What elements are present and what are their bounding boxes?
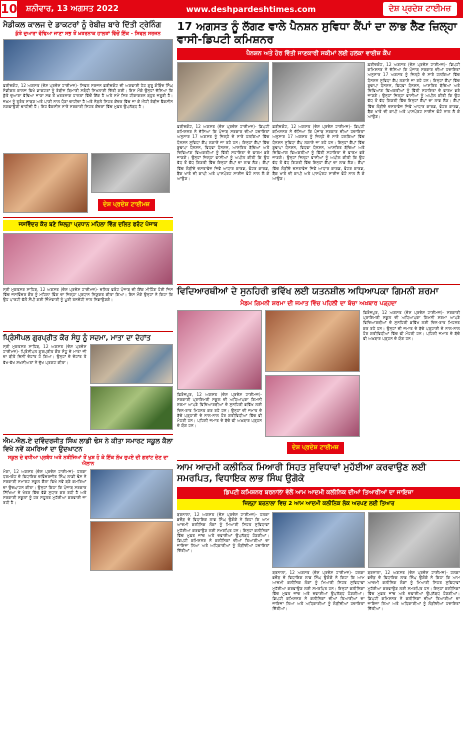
story2-photo-2 — [265, 310, 360, 372]
lead-band: ਪੈਨਸ਼ਨ ਅਤੇ ਹੋਰ ਵਿੱਤੀ ਜਾਣਕਾਰੀ ਸਕੀਮਾਂ ਲਈ ਹਲਕਾ ਵਾਈਜ਼ ਕੈਂਪ — [177, 48, 460, 60]
lead-text-cont: ਫ਼ਰੀਦਕੋਟ, 12 ਅਗਸਤ (ਦੇਸ਼ ਪ੍ਰਦੇਸ਼ ਟਾਈਮਜ਼)- ਡਿਪਟੀ ਕਮਿਸ਼ਨਰ ਨੇ ਦੱਸਿਆ ਕਿ ਪੰਜਾਬ ਸਰਕਾਰ ਦੀਆਂ ਹਦਾਇਤਾਂ ਅਨੁਸਾਰ 17 ਅਗਸਤ ਨੂੰ ਜ਼ਿਲ੍ਹੇ ਦੇ ਸਾਰੇ ਹਲਕਿਆਂ ਵਿੱਚ ਪੈਨਸ਼ਨ ਸੁਵਿਧਾ ਕੈਂਪ ਲਗਾਏ ਜਾ ਰਹੇ ਹਨ। ਇਨ੍ਹਾਂ ਕੈਂਪਾਂ ਵਿੱਚ ਬੁਢਾਪਾ ਪੈਨਸ਼ਨ, ਵਿਧਵਾ ਪੈਨਸ਼ਨ, ਆਸ਼ਰਿਤ ਬੱਚਿਆਂ ਅਤੇ ਦਿਵਿਆਂਗ ਵਿਅਕਤੀਆਂ ਨੂੰ ਵਿੱਤੀ ਸਹਾਇਤਾ ਦੇ ਫਾਰਮ ਭਰੇ ਜਾਣਗੇ। ਉਨ੍ਹਾਂ ਜ਼ਿਲ੍ਹਾ ਵਾਸੀਆਂ ਨੂੰ ਅਪੀਲ ਕੀਤੀ ਕਿ ਉਹ ਵੱਧ ਤੋਂ ਵੱਧ ਗਿਣਤੀ ਵਿੱਚ ਇਨ੍ਹਾਂ ਕੈਂਪਾਂ ਦਾ ਲਾਭ ਲੈਣ। ਕੈਂਪਾਂ ਵਿੱਚ ਲੋੜੀਂਦੇ ਦਸਤਾਵੇਜ਼ ਜਿਵੇਂ ਆਧਾਰ ਕਾਰਡ, ਵੋਟਰ ਕਾਰਡ, ਬੈਂਕ ਖਾਤੇ ਦੀ ਕਾਪੀ ਅਤੇ ਪਾਸਪੋਰਟ ਸਾਈਜ਼ ਫੋਟੋ ਨਾਲ ਲੈ ਕੇ ਆਉਣ। — [272, 124, 365, 182]
story3-body — [177, 512, 460, 612]
story3-text-cont: ਬਰਨਾਲਾ, 12 ਅਗਸਤ (ਦੇਸ਼ ਪ੍ਰਦੇਸ਼ ਟਾਈਮਜ਼)- ਹਲਕਾ ਭਦੌੜ ਦੇ ਵਿਧਾਇਕ ਲਾਭ ਸਿੰਘ ਉਗੋਕੇ ਨੇ ਕਿਹਾ ਕਿ ਆਮ ਆਦਮੀ ਕਲੀਨਿਕ ਲੋਕਾਂ ਨੂੰ ਮਿਆਰੀ ਸਿਹਤ ਸੁਵਿਧਾਵਾਂ ਮੁਹੱਈਆ ਕਰਵਾਉਣ ਲਈ ਸਮਰਪਿਤ ਹਨ। ਇਨ੍ਹਾਂ ਕਲੀਨਿਕਾਂ ਵਿੱਚ ਮੁਫ਼ਤ ਜਾਂਚ ਅਤੇ ਦਵਾਈਆਂ ਉਪਲੱਬਧ ਹੋਣਗੀਆਂ। ਡਿਪਟੀ ਕਮਿਸ਼ਨਰ ਨੇ ਕਲੀਨਿਕਾਂ ਦੀਆਂ ਤਿਆਰੀਆਂ ਦਾ ਜਾਇਜ਼ਾ ਲਿਆ ਅਤੇ ਅਧਿਕਾਰੀਆਂ ਨੂੰ ਲੋੜੀਂਦੀਆਂ ਹਦਾਇਤਾਂ ਦਿੱਤੀਆਂ। — [272, 570, 365, 612]
story2-headline: ਵਿਦਿਆਰਥੀਆਂ ਦੇ ਸੁਨਹਿਰੀ ਭਵਿੱਖ ਲਈ ਯਤਨਸ਼ੀਲ ਅਧਿਆਪਕਾ ਗਿਮਨੀ ਸ਼ਰਮਾ — [177, 287, 439, 297]
story4-headline: ਐਮ.ਐਲ.ਏ ਦਵਿੰਦਰਜੀਤ ਸਿੰਘ ਲਾਡੀ ਢੋਸ ਨੇ ਕੀਤਾ ਸਮਾਰਟ ਸਕੂਲ ਕੈਲਾ ਵਿਖੇ ਨਵੇਂ ਕਮਰਿਆਂ ਦਾ ਉਦਘਾਟਨ — [3, 437, 173, 453]
lead-photo-1 — [177, 62, 269, 122]
website-link[interactable]: www.deshpardeshtimes.com — [186, 4, 316, 14]
story3-band: ਡਿਪਟੀ ਕਮਿਸ਼ਨਰ ਬਰਨਾਲਾ ਵੱਲੋਂ ਆਮ ਆਦਮੀ ਕਲੀਨਿਕ ਦੀਆਂ ਤਿਆਰੀਆਂ ਦਾ ਜਾਇਜ਼ਾ — [177, 487, 460, 499]
story2-subhead: ਮੈਡਮ ਗਿਮਨੀ ਸ਼ਰਮਾ ਦੀ ਜਮਾਤ ਵਿੱਚ ਪਹਿਲੀ ਦਾ ਬੱਚਾ ਅਖ਼ਬਾਰ ਪੜ੍ਹਦਾ — [240, 300, 397, 307]
story2-photo — [3, 233, 173, 285]
story1-photo-3 — [91, 153, 170, 193]
lead-photo-2 — [272, 62, 364, 122]
story2-photo-1 — [177, 310, 262, 390]
dateline: ਸ਼ਨੀਵਾਰ, 13 ਅਗਸਤ 2022 — [26, 4, 119, 13]
story4-photo-1 — [90, 469, 174, 519]
story1-subhead: ਕੁੱਤੇ ਦੁਆਰਾ ਵੱਢਿਆ ਜਾਣਾ ਸਭ ਤੋਂ ਖ਼ਤਰਨਾਕ ਹਾਲਤਾਂ ਵਿੱਚੋਂ ਇੱਕ - ਸਿਵਲ ਸਰਜਨ — [15, 31, 161, 37]
story1-photos — [3, 153, 173, 215]
ad-brand-badge: ਦੇਸ਼ ਪ੍ਰਦੇਸ਼ ਟਾਈਮਜ਼ — [98, 199, 155, 211]
story2-photo-3 — [265, 375, 360, 437]
story4-text: ਮੋਗਾ, 12 ਅਗਸਤ (ਦੇਸ਼ ਪ੍ਰਦੇਸ਼ ਟਾਈਮਜ਼)- ਹਲਕਾ ਧਰਮਕੋਟ ਦੇ ਵਿਧਾਇਕ ਦਵਿੰਦਰਜੀਤ ਸਿੰਘ ਲਾਡੀ ਢੋਸ ਨੇ ਸਰਕਾਰੀ ਸਮਾਰਟ ਸਕੂਲ ਕੈਲਾ ਵਿਖੇ ਨਵੇਂ ਬਣੇ ਕਮਰਿਆਂ ਦਾ ਉਦਘਾਟਨ ਕੀਤਾ। ਉਨ੍ਹਾਂ ਕਿਹਾ ਕਿ ਪੰਜਾਬ ਸਰਕਾਰ ਸਿੱਖਿਆ ਦੇ ਖੇਤਰ ਵਿੱਚ ਵੱਡੇ ਸੁਧਾਰ ਕਰ ਰਹੀ ਹੈ ਅਤੇ ਸਰਕਾਰੀ ਸਕੂਲਾਂ ਨੂੰ ਹਰ ਸਹੂਲਤ ਮੁਹੱਈਆ ਕਰਵਾਈ ਜਾ ਰਹੀ ਹੈ। — [3, 469, 87, 506]
story3-photo-1 — [272, 512, 364, 568]
page-number: 10 — [0, 2, 18, 16]
story3-headline: ਪ੍ਰਿੰਸੀਪਲ ਗੁਰਪ੍ਰੀਤ ਕੌਰ ਸੰਧੂ ਨੂੰ ਸਦਮਾ, ਮਾਤਾ ਦਾ ਦੇਹਾਂਤ — [3, 334, 151, 342]
brand-logo: ਦੇਸ਼ ਪ੍ਰਦੇਸ਼ ਟਾਈਮਜ਼ — [383, 2, 457, 16]
lead-body — [177, 62, 460, 282]
right-column — [177, 20, 460, 612]
story4-subhead: ਸਕੂਲ ਦੇ ਵਧੀਆ ਪ੍ਰਬੰਧ ਅਤੇ ਨਤੀਜਿਆਂ ਤੋਂ ਖੁਸ਼ ਹੋ ਕੇ ਇੱਕ ਲੱਖ ਰੁਪਏ ਦੀ ਗਰਾਂਟ ਦੇਣ ਦਾ ਐਲਾਨ — [7, 455, 169, 467]
divider — [177, 460, 460, 461]
story1-text: ਫ਼ਰੀਦਕੋਟ, 12 ਅਗਸਤ (ਦੇਸ਼ ਪ੍ਰਦੇਸ਼ ਟਾਈਮਜ਼)- ਸਿਵਲ ਸਰਜਨ ਫ਼ਰੀਦਕੋਟ ਦੀ ਅਗਵਾਈ ਹੇਠ ਗੁਰੂ ਗੋਬਿੰਦ ਸਿੰਘ ਮੈਡੀਕਲ ਕਾਲਜ ਵਿਖੇ ਡਾਕਟਰਾਂ ਨੂੰ ਰੇਬੀਜ਼ ਬਿਮਾਰੀ ਸਬੰਧੀ ਸਿਖਲਾਈ ਦਿੱਤੀ ਗਈ। ਇਸ ਮੌਕੇ ਉਨ੍ਹਾਂ ਦੱਸਿਆ ਕਿ ਕੁੱਤੇ ਦੁਆਰਾ ਵੱਢਿਆ ਜਾਣਾ ਸਭ ਤੋਂ ਖ਼ਤਰਨਾਕ ਹਾਲਤਾਂ ਵਿੱਚੋਂ ਇੱਕ ਹੈ ਅਤੇ ਸਮੇਂ ਸਿਰ ਟੀਕਾਕਰਨ ਬਹੁਤ ਜ਼ਰੂਰੀ ਹੈ। ਜ਼ਖ਼ਮ ਨੂੰ ਤੁਰੰਤ ਸਾਬਣ ਅਤੇ ਪਾਣੀ ਨਾਲ ਧੋਣਾ ਚਾਹੀਦਾ ਹੈ ਅਤੇ ਨੇੜਲੇ ਸਿਹਤ ਕੇਂਦਰ ਵਿੱਚ ਜਾ ਕੇ ਐਂਟੀ ਰੇਬੀਜ਼ ਵੈਕਸੀਨ ਲਗਵਾਉਣੀ ਚਾਹੀਦੀ ਹੈ। ਇਹ ਵੈਕਸੀਨ ਸਾਰੇ ਸਰਕਾਰੀ ਸਿਹਤ ਕੇਂਦਰਾਂ ਵਿੱਚ ਮੁਫ਼ਤ ਉਪਲੱਬਧ ਹੈ। — [3, 83, 173, 109]
divider — [3, 331, 173, 332]
story2-text: ਸ੍ਰੀ ਮੁਕਤਸਰ ਸਾਹਿਬ, 12 ਅਗਸਤ (ਦੇਸ਼ ਪ੍ਰਦੇਸ਼ ਟਾਈਮਜ਼)- ਦਲਿਤ ਫਰੰਟ ਪੰਜਾਬ ਦੀ ਇੱਕ ਮੀਟਿੰਗ ਹੋਈ ਜਿਸ ਵਿੱਚ ਜਸਵਿੰਦਰ ਕੌਰ ਨੂੰ ਮਹਿਲਾ ਵਿੰਗ ਦਾ ਜ਼ਿਲ੍ਹਾ ਪ੍ਰਧਾਨ ਨਿਯੁਕਤ ਕੀਤਾ ਗਿਆ। ਇਸ ਮੌਕੇ ਉਨ੍ਹਾਂ ਨੇ ਕਿਹਾ ਕਿ ਉਹ ਪਾਰਟੀ ਵੱਲੋਂ ਸੌਂਪੀ ਗਈ ਜ਼ਿੰਮੇਵਾਰੀ ਨੂੰ ਪੂਰੀ ਤਨਦੇਹੀ ਨਾਲ ਨਿਭਾਉਣਗੇ। — [3, 287, 173, 303]
divider — [177, 284, 460, 285]
story1-photo — [3, 39, 173, 81]
story3-body — [3, 344, 173, 432]
story4-photo-2 — [90, 521, 174, 571]
divider — [3, 434, 173, 435]
story2-body — [177, 310, 460, 458]
story3-band-2: ਜ਼ਿਲ੍ਹਾ ਬਰਨਾਲਾ ਵਿਚ 2 ਆਮ ਆਦਮੀ ਕਲੀਨਿਕ ਲੋਕ ਅਰਪਣ ਲਈ ਤਿਆਰ — [177, 499, 460, 510]
story3-headline: ਆਮ ਆਦਮੀ ਕਲੀਨਿਕ ਮਿਆਰੀ ਸਿਹਤ ਸੁਵਿਧਾਵਾਂ ਮੁਹੱਈਆ ਕਰਵਾਉਣ ਲਈ ਸਮਰਪਿਤ, ਵਿਧਾਇਕ ਲਾਭ ਸਿੰਘ ਉਗੋਕੇ — [177, 463, 427, 484]
story3-photo-1 — [90, 344, 174, 384]
masthead-bar — [0, 0, 463, 18]
left-column — [3, 20, 173, 597]
story1-photo-2 — [3, 153, 88, 213]
ad-brand-badge: ਦੇਸ਼ ਪ੍ਰਦੇਸ਼ ਟਾਈਮਜ਼ — [287, 442, 344, 454]
lead-text-cont-2: ਫ਼ਰੀਦਕੋਟ, 12 ਅਗਸਤ (ਦੇਸ਼ ਪ੍ਰਦੇਸ਼ ਟਾਈਮਜ਼)- ਡਿਪਟੀ ਕਮਿਸ਼ਨਰ ਨੇ ਦੱਸਿਆ ਕਿ ਪੰਜਾਬ ਸਰਕਾਰ ਦੀਆਂ ਹਦਾਇਤਾਂ ਅਨੁਸਾਰ 17 ਅਗਸਤ ਨੂੰ ਜ਼ਿਲ੍ਹੇ ਦੇ ਸਾਰੇ ਹਲਕਿਆਂ ਵਿੱਚ ਪੈਨਸ਼ਨ ਸੁਵਿਧਾ ਕੈਂਪ ਲਗਾਏ ਜਾ ਰਹੇ ਹਨ। ਇਨ੍ਹਾਂ ਕੈਂਪਾਂ ਵਿੱਚ ਬੁਢਾਪਾ ਪੈਨਸ਼ਨ, ਵਿਧਵਾ ਪੈਨਸ਼ਨ, ਆਸ਼ਰਿਤ ਬੱਚਿਆਂ ਅਤੇ ਦਿਵਿਆਂਗ ਵਿਅਕਤੀਆਂ ਨੂੰ ਵਿੱਤੀ ਸਹਾਇਤਾ ਦੇ ਫਾਰਮ ਭਰੇ ਜਾਣਗੇ। ਉਨ੍ਹਾਂ ਜ਼ਿਲ੍ਹਾ ਵਾਸੀਆਂ ਨੂੰ ਅਪੀਲ ਕੀਤੀ ਕਿ ਉਹ ਵੱਧ ਤੋਂ ਵੱਧ ਗਿਣਤੀ ਵਿੱਚ ਇਨ੍ਹਾਂ ਕੈਂਪਾਂ ਦਾ ਲਾਭ ਲੈਣ। ਕੈਂਪਾਂ ਵਿੱਚ ਲੋੜੀਂਦੇ ਦਸਤਾਵੇਜ਼ ਜਿਵੇਂ ਆਧਾਰ ਕਾਰਡ, ਵੋਟਰ ਕਾਰਡ, ਬੈਂਕ ਖਾਤੇ ਦੀ ਕਾਪੀ ਅਤੇ ਪਾਸਪੋਰਟ ਸਾਈਜ਼ ਫੋਟੋ ਨਾਲ ਲੈ ਕੇ ਆਉਣ। — [367, 62, 460, 120]
divider — [3, 217, 173, 218]
story3-text-cont-2: ਬਰਨਾਲਾ, 12 ਅਗਸਤ (ਦੇਸ਼ ਪ੍ਰਦੇਸ਼ ਟਾਈਮਜ਼)- ਹਲਕਾ ਭਦੌੜ ਦੇ ਵਿਧਾਇਕ ਲਾਭ ਸਿੰਘ ਉਗੋਕੇ ਨੇ ਕਿਹਾ ਕਿ ਆਮ ਆਦਮੀ ਕਲੀਨਿਕ ਲੋਕਾਂ ਨੂੰ ਮਿਆਰੀ ਸਿਹਤ ਸੁਵਿਧਾਵਾਂ ਮੁਹੱਈਆ ਕਰਵਾਉਣ ਲਈ ਸਮਰਪਿਤ ਹਨ। ਇਨ੍ਹਾਂ ਕਲੀਨਿਕਾਂ ਵਿੱਚ ਮੁਫ਼ਤ ਜਾਂਚ ਅਤੇ ਦਵਾਈਆਂ ਉਪਲੱਬਧ ਹੋਣਗੀਆਂ। ਡਿਪਟੀ ਕਮਿਸ਼ਨਰ ਨੇ ਕਲੀਨਿਕਾਂ ਦੀਆਂ ਤਿਆਰੀਆਂ ਦਾ ਜਾਇਜ਼ਾ ਲਿਆ ਅਤੇ ਅਧਿਕਾਰੀਆਂ ਨੂੰ ਲੋੜੀਂਦੀਆਂ ਹਦਾਇਤਾਂ ਦਿੱਤੀਆਂ। — [367, 570, 460, 612]
story2-headline: ਜਸਵਿੰਦਰ ਕੌਰ ਬਣੇ ਜ਼ਿਲ੍ਹਾ ਪ੍ਰਧਾਨ ਮਹਿਲਾ ਵਿੰਗ ਦਲਿਤ ਫਰੰਟ ਪੰਜਾਬ — [3, 220, 173, 231]
story3-photo-2 — [90, 386, 174, 430]
lead-text: ਫ਼ਰੀਦਕੋਟ, 12 ਅਗਸਤ (ਦੇਸ਼ ਪ੍ਰਦੇਸ਼ ਟਾਈਮਜ਼)- ਡਿਪਟੀ ਕਮਿਸ਼ਨਰ ਨੇ ਦੱਸਿਆ ਕਿ ਪੰਜਾਬ ਸਰਕਾਰ ਦੀਆਂ ਹਦਾਇਤਾਂ ਅਨੁਸਾਰ 17 ਅਗਸਤ ਨੂੰ ਜ਼ਿਲ੍ਹੇ ਦੇ ਸਾਰੇ ਹਲਕਿਆਂ ਵਿੱਚ ਪੈਨਸ਼ਨ ਸੁਵਿਧਾ ਕੈਂਪ ਲਗਾਏ ਜਾ ਰਹੇ ਹਨ। ਇਨ੍ਹਾਂ ਕੈਂਪਾਂ ਵਿੱਚ ਬੁਢਾਪਾ ਪੈਨਸ਼ਨ, ਵਿਧਵਾ ਪੈਨਸ਼ਨ, ਆਸ਼ਰਿਤ ਬੱਚਿਆਂ ਅਤੇ ਦਿਵਿਆਂਗ ਵਿਅਕਤੀਆਂ ਨੂੰ ਵਿੱਤੀ ਸਹਾਇਤਾ ਦੇ ਫਾਰਮ ਭਰੇ ਜਾਣਗੇ। ਉਨ੍ਹਾਂ ਜ਼ਿਲ੍ਹਾ ਵਾਸੀਆਂ ਨੂੰ ਅਪੀਲ ਕੀਤੀ ਕਿ ਉਹ ਵੱਧ ਤੋਂ ਵੱਧ ਗਿਣਤੀ ਵਿੱਚ ਇਨ੍ਹਾਂ ਕੈਂਪਾਂ ਦਾ ਲਾਭ ਲੈਣ। ਕੈਂਪਾਂ ਵਿੱਚ ਲੋੜੀਂਦੇ ਦਸਤਾਵੇਜ਼ ਜਿਵੇਂ ਆਧਾਰ ਕਾਰਡ, ਵੋਟਰ ਕਾਰਡ, ਬੈਂਕ ਖਾਤੇ ਦੀ ਕਾਪੀ ਅਤੇ ਪਾਸਪੋਰਟ ਸਾਈਜ਼ ਫੋਟੋ ਨਾਲ ਲੈ ਕੇ ਆਉਣ। — [177, 124, 270, 182]
story1-headline: ਮੈਡੀਕਲ ਕਾਲਜ ਦੇ ਡਾਕਟਰਾਂ ਨੂੰ ਰੇਬੀਜ਼ ਬਾਰੇ ਦਿੱਤੀ ਟ੍ਰੇਨਿੰਗ — [3, 20, 162, 29]
story3-photo-2 — [368, 512, 460, 568]
story3-text: ਸ੍ਰੀ ਮੁਕਤਸਰ ਸਾਹਿਬ, 12 ਅਗਸਤ (ਦੇਸ਼ ਪ੍ਰਦੇਸ਼ ਟਾਈਮਜ਼)- ਪ੍ਰਿੰਸੀਪਲ ਗੁਰਪ੍ਰੀਤ ਕੌਰ ਸੰਧੂ ਦੇ ਮਾਤਾ ਜੀ ਦਾ ਬੀਤੇ ਦਿਨੀਂ ਦੇਹਾਂਤ ਹੋ ਗਿਆ। ਉਨ੍ਹਾਂ ਦੇ ਦੇਹਾਂਤ ਤੇ ਵੱਖ-ਵੱਖ ਸ਼ਖ਼ਸੀਅਤਾਂ ਨੇ ਦੁੱਖ ਪ੍ਰਗਟ ਕੀਤਾ। — [3, 344, 87, 365]
story2-text-cont: ਫ਼ਿਰੋਜ਼ਪੁਰ, 12 ਅਗਸਤ (ਦੇਸ਼ ਪ੍ਰਦੇਸ਼ ਟਾਈਮਜ਼)- ਸਰਕਾਰੀ ਪ੍ਰਾਇਮਰੀ ਸਕੂਲ ਦੀ ਅਧਿਆਪਕਾ ਗਿਮਨੀ ਸ਼ਰਮਾ ਆਪਣੇ ਵਿਦਿਆਰਥੀਆਂ ਦੇ ਸੁਨਹਿਰੀ ਭਵਿੱਖ ਲਈ ਦਿਨ-ਰਾਤ ਮਿਹਨਤ ਕਰ ਰਹੇ ਹਨ। ਉਨ੍ਹਾਂ ਦੀ ਜਮਾਤ ਦੇ ਬੱਚੇ ਪੜ੍ਹਾਈ ਦੇ ਨਾਲ-ਨਾਲ ਹੋਰ ਗਤੀਵਿਧੀਆਂ ਵਿੱਚ ਵੀ ਮੋਹਰੀ ਹਨ। ਪਹਿਲੀ ਜਮਾਤ ਦੇ ਬੱਚੇ ਵੀ ਅਖ਼ਬਾਰ ਪੜ੍ਹਨ ਦੇ ਯੋਗ ਹਨ। — [363, 310, 460, 342]
story3-text: ਬਰਨਾਲਾ, 12 ਅਗਸਤ (ਦੇਸ਼ ਪ੍ਰਦੇਸ਼ ਟਾਈਮਜ਼)- ਹਲਕਾ ਭਦੌੜ ਦੇ ਵਿਧਾਇਕ ਲਾਭ ਸਿੰਘ ਉਗੋਕੇ ਨੇ ਕਿਹਾ ਕਿ ਆਮ ਆਦਮੀ ਕਲੀਨਿਕ ਲੋਕਾਂ ਨੂੰ ਮਿਆਰੀ ਸਿਹਤ ਸੁਵਿਧਾਵਾਂ ਮੁਹੱਈਆ ਕਰਵਾਉਣ ਲਈ ਸਮਰਪਿਤ ਹਨ। ਇਨ੍ਹਾਂ ਕਲੀਨਿਕਾਂ ਵਿੱਚ ਮੁਫ਼ਤ ਜਾਂਚ ਅਤੇ ਦਵਾਈਆਂ ਉਪਲੱਬਧ ਹੋਣਗੀਆਂ। ਡਿਪਟੀ ਕਮਿਸ਼ਨਰ ਨੇ ਕਲੀਨਿਕਾਂ ਦੀਆਂ ਤਿਆਰੀਆਂ ਦਾ ਜਾਇਜ਼ਾ ਲਿਆ ਅਤੇ ਅਧਿਕਾਰੀਆਂ ਨੂੰ ਲੋੜੀਂਦੀਆਂ ਹਦਾਇਤਾਂ ਦਿੱਤੀਆਂ। — [177, 512, 270, 554]
story4-body — [3, 469, 173, 597]
story2-text: ਫ਼ਿਰੋਜ਼ਪੁਰ, 12 ਅਗਸਤ (ਦੇਸ਼ ਪ੍ਰਦੇਸ਼ ਟਾਈਮਜ਼)- ਸਰਕਾਰੀ ਪ੍ਰਾਇਮਰੀ ਸਕੂਲ ਦੀ ਅਧਿਆਪਕਾ ਗਿਮਨੀ ਸ਼ਰਮਾ ਆਪਣੇ ਵਿਦਿਆਰਥੀਆਂ ਦੇ ਸੁਨਹਿਰੀ ਭਵਿੱਖ ਲਈ ਦਿਨ-ਰਾਤ ਮਿਹਨਤ ਕਰ ਰਹੇ ਹਨ। ਉਨ੍ਹਾਂ ਦੀ ਜਮਾਤ ਦੇ ਬੱਚੇ ਪੜ੍ਹਾਈ ਦੇ ਨਾਲ-ਨਾਲ ਹੋਰ ਗਤੀਵਿਧੀਆਂ ਵਿੱਚ ਵੀ ਮੋਹਰੀ ਹਨ। ਪਹਿਲੀ ਜਮਾਤ ਦੇ ਬੱਚੇ ਵੀ ਅਖ਼ਬਾਰ ਪੜ੍ਹਨ ਦੇ ਯੋਗ ਹਨ। — [177, 392, 262, 429]
lead-headline: 17 ਅਗਸਤ ਨੂੰ ਲੱਗਣ ਵਾਲੇ ਪੈਨਸ਼ਨ ਸੁਵਿਧਾ ਕੈਂਪਾਂ ਦਾ ਲਾਭ ਲੈਣ ਜ਼ਿਲ੍ਹਾ ਵਾਸੀ-ਡਿਪਟੀ ਕਮਿਸ਼ਨਰ — [177, 20, 457, 46]
